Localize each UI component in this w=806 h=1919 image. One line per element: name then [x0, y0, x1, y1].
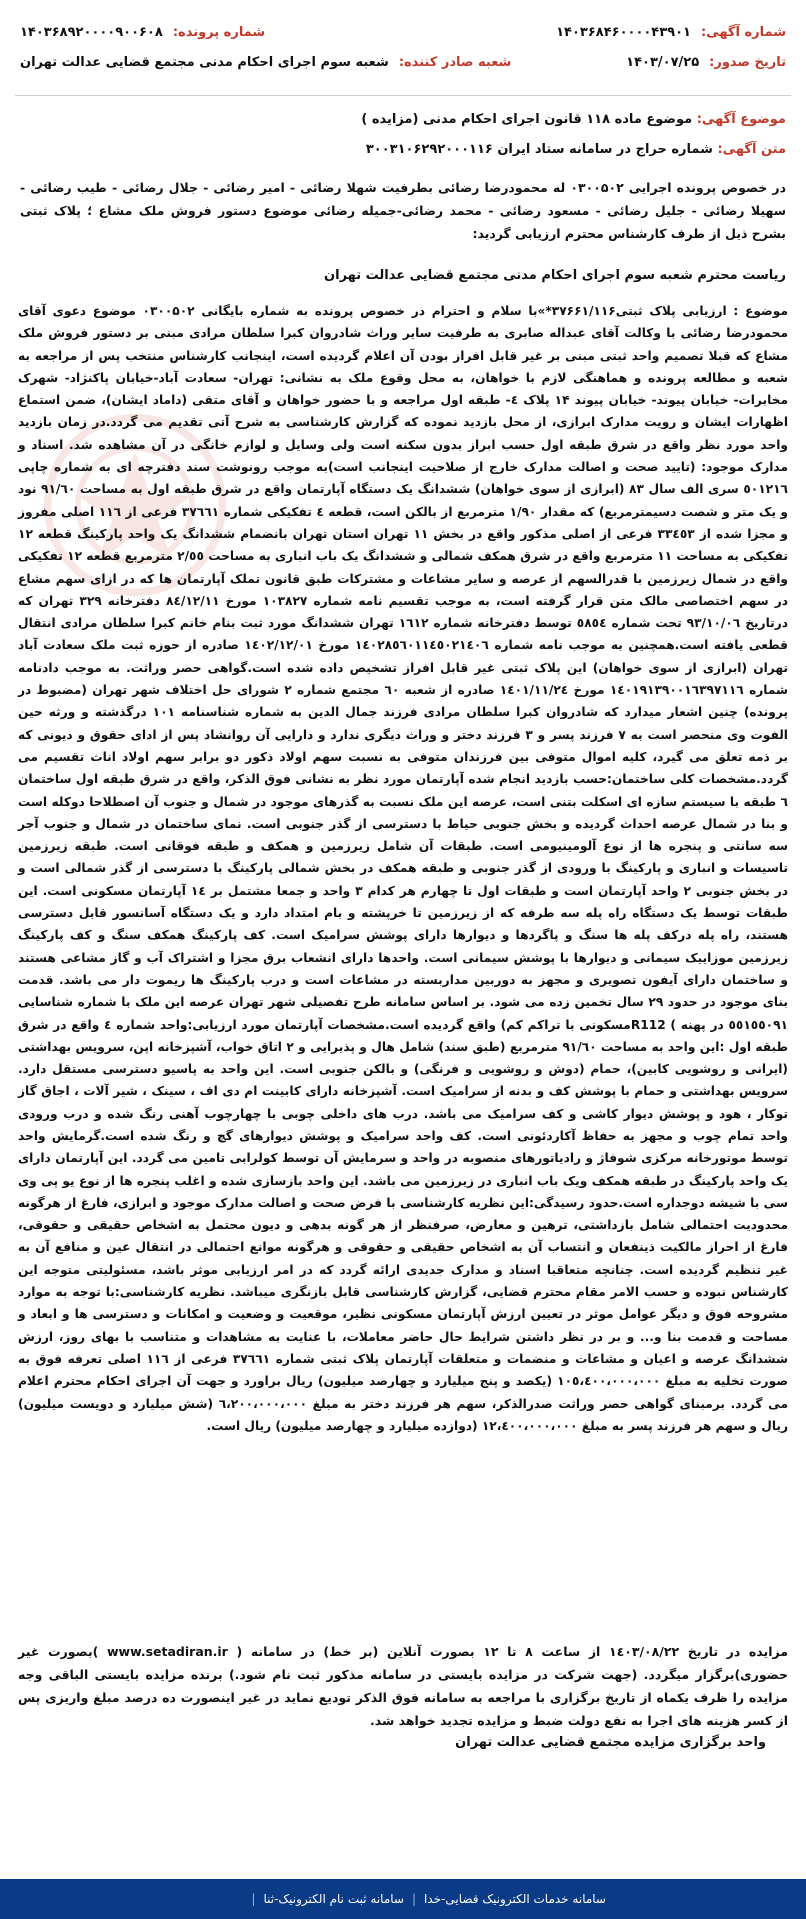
issuer-label: شعبه صادر کننده: — [398, 55, 512, 70]
issue-date-value: ۱۴۰۳/۰۷/۲۵ — [626, 55, 700, 70]
subject-label: موضوع آگهی: — [696, 112, 786, 127]
text-label: متن آگهی: — [717, 142, 786, 157]
text-title-value: شماره حراج در سامانه ستاد ایران ۳۰۰۳۱۰۶۲۹۲۰۰۰۱۱۶ — [365, 142, 713, 157]
notice-body: موضوع : ارزیابی پلاک ثبتی۳۷۶۶۱/۱۱۶*»با سلام و احترام در خصوص پرونده به شماره بایگانی ۰۳۰۰۵۰۲ موضوع دعوی آقای محمودرضا رضائی با وکالت آقای عبداله صابری به طرفیت سایر وراث شادروان کبرا سلطان مرادی مبنی بر دستور فروش ملک مشاع که قبلا تصمیم واحد ثبتی مبنی بر غیر قابل افراز بودن آن اعلام گردیده است، اینجانب کارشناس منتخب پس از مراجعه به شعبه و مطالعه پرونده و هماهنگی لازم با خواهان، به محل وقوع ملک به نشانی: تهران- سعادت آباد-خیابان پاکنژاد- شهرک مخابرات- خیابان پیوند- خیابان پیوند ۱۴ پلاک ٤- طبقه اول مراجعه و با حضور خواهان و آقای متقی (داماد ایشان)، ضمن استماع اظهارات ایشان و رویت مدارک ابرازی، از محل بازدید نموده که گزارش کارشناسی به شرح آتی تقدیم می گردد.در زمان بازدید واحد مورد نظر واقع در شرق طبقه اول حسب ابراز بدون سکنه است ولی وسایل و لوازم خانگی در آن مشاهده شد. اسناد و مدارک موجود: (تایید صحت و اصالت مدارک خارج از صلاحیت اینجانب است)به موجب رونوشت سند دفترچه ای به شماره چاپی ٥٠١٢١٦ سری الف سال ۸۳ (ابرازی از سوی خواهان) ششدانگ یک دستگاه آپارتمان واقع در شرق طبقه اول به مساحت ۹۱/٦۰ نود و یک متر و شصت دسیمترمربع) که مقدار ۱/۹۰ مترمربع از بالکن است، قطعه ٤ تفکیکی شماره ۳۷٦٦۱ فرعی از ۱۱٦ اصلی مفروز و مجزا شده از ۳۳٤٥۳ فرعی از اصلی مذکور واقع در بخش ۱۱ تهران استان تهران بانضمام ششدانگ یک واحد پارکینگ قطعه ۱۲ تفکیکی به مساحت ۱۱ مترمربع واقع در شرق همکف شمالی و ششدانگ یک باب انباری به مساحت ۲/٥٥ مترمربع قطعه ۱۲ تفکیکی واقع در شمال زیرزمین با قدرالسهم از عرصه و سایر مشاعات و مشترکات طبق قانون تملک آپارتمان ها که در ازای سهم مشاع در سهم اختصاصی مالک متن قرار گرفته است، به موجب تقسیم نامه شماره ۱۰۳۸۲۷ مورخ ۸٤/۱۲/۱۱ دفترخانه ۳۲۹ تهران که درتاریخ ۹۳/۱۰/۰٦ تحت شماره ٥٨٥٤ توسط دفترخانه شماره ۱٦۱۲ تهران ششدانگ مورد ثبت بنام خانم کبرا سلطان مرادی انتقال قطعی یافته است.همچنین به موجب نامه شماره ۱٤۰۲۸٥٦۰۱۱٤٥۰۲۱٤۰٦ مورخ ۱٤۰۲/۱۲/۰۱ صادره از حوزه ثبت ملک سعادت آباد تهران (ابرازی از سوی خواهان) این پلاک ثبتی غیر قابل افراز تشخیص داده شده است.گواهی حصر وراثت. به موجب دادنامه شماره ۱٤۰۱۹۱۳۹۰۰۱٦۳۹۷۱۱٦ مورخ ۱٤۰۱/۱۱/۲٤ صادره از شعبه ٦۰ مجتمع شماره ۲ شورای حل اختلاف شهر تهران (مضبوط در پرونده) چنین اشعار میدارد که شادروان کبرا سلطان مرادی فرزند جمال الدین به شماره شناسنامه ۱۰۱ درگذشته و ورثه حین الفوت وی منحصر است به ۷ فرزند پسر و ۳ فرزند دختر و وراث دیگری ندارد و دارایی آن روانشاد پس از ادای حقوق و دیونی که بر ذمه تعلق می گیرد، کلیه اموال متوفی بین فرزندان متوفی به نسبت سهم اولاد ذکور دو برابر سهم اولاد اناث تقسیم می گردد.مشخصات کلی ساختمان:حسب بازدید انجام شده آپارتمان مورد نظر به نشانی فوق الذکر، واقع در شرق طبقه اول ساختمان ٦ طبقه با سیستم سازه ای اسکلت بتنی است، عرصه این ملک نسبت به گذرهای موجود در شمال و جنوب آن اصطلاحا دوکله است و بنا در شمال عرصه احداث گردیده و بخش جنوبی حیاط با دسترسی از گذر جنوبی است. نمای ساختمان در شمال و جنوب آجر سه سانتی و پنجره ها از نوع آلومینیومی است. طبقات آن شامل زیرزمین و همکف و طبقه فوقانی است. طبقه زیرزمین تاسیسات و انباری و پارکینگ با ورودی از گذر جنوبی و طبقه همکف در بخش شمالی پارکینگ با دسترسی از گذر شمالی است و در بخش جنوبی ۲ واحد آپارتمان است و طبقات اول تا چهارم هر کدام ۳ واحد و جمعا مشتمل بر ۱٤ آپارتمان مسکونی است. این طبقات توسط یک دستگاه راه پله سه طرفه که از زیرزمین تا خرپشته و بام امتداد دارد و یک دستگاه آسانسور قابل دسترسی هستند، راه پله درکف پله ها سنگ و پاگردها و دیوارها دارای پوشش سرامیک است. کف پارکینگ همکف سنگ و کف پارکینگ زیرزمین موزاییک سیمانی و دیوارها با پوشش سیمانی است. واحدها دارای انشعاب برق مجزا و اشتراک آب و گاز مشاعی هستند و ساختمان دارای آیفون تصویری و مجهز به دوربین مداربسته در مشاعات است و درب پارکینگ ها ریموت دار می باشد. قدمت بنای موجود در حدود ۲۹ سال تخمین زده می شود. بر اساس سامانه طرح تفصیلی شهر تهران عرصه این ملک با شماره شناسایی ٥٥١٥٥٠۹۱ در پهنه ) R112مسکونی با تراکم کم) واقع گردیده است.مشخصات آپارتمان مورد ارزیابی:واحد شماره ٤ واقع در شرق طبقه اول :این واحد به مساحت ۹۱/٦۰ مترمربع (طبق سند) شامل هال و پذیرایی و ۲ اتاق خواب، آشپزخانه اپن، سرویس بهداشتی (ایرانی و روشویی کابین)، حمام (دوش و روشویی و فرنگی) و بالکن جنوبی است. این واحد به پاسیو دسترسی مستقل دارد. سرویس بهداشتی و حمام با پوشش کف و بدنه از سرامیک است. آشپزخانه دارای کابینت ام دی اف ، سینک ، شیر آلات ، اجاق گاز توکار ، هود و پوشش دیوار کاشی و کف سرامیک می باشد. درب های داخلی چوبی با چهارچوب آهنی رنگ شده و درب ورودی واحد تمام چوب و مجهز به حفاظ آکاردئونی است. کف واحد سرامیک و پوشش دیوارهای گچ و رنگ شده است.گرمایش واحد توسط موتورخانه مرکزی شوفاژ و رادیاتورهای منصوبه در واحد و سرمایش آن توسط کولرابی تامین می گردد. این آپارتمان دارای یک واحد پارکینگ در طبقه همکف ویک باب انباری در زیرزمین می باشد. این واحد بازسازی شده و اغلب پنجره ها از نوع یو پی وی سی با شیشه دوجداره است.حدود رسیدگی:این نظریه کارشناسی با فرض صحت و اصالت مدارک موجود و ابرازی، فارغ از هرگونه محدودیت احتمالی شامل بازداشتی، ترهین و معارض، صرفنظر از هر گونه بدهی و دیون محتمل به اشخاص حقیقی و حقوقی، فارغ از احراز مالکیت ذینفعان و انتساب آن به اشخاص حقیقی و حقوقی و هرگونه موانع احتمالی در انتقال عین و منافع آن به غیر تنظیم گردیده است. چنانچه متعاقبا اسناد و مدارک جدیدی ارائه گردد که در امر ارزیابی موثر باشد، مسئولیتی متوجه این کارشناس نبوده و حسب الامر مقام محترم قضایی، گزارش کارشناسی قابل بازنگری میباشد. نظریه کارشناسی:با توجه به موارد مشروحه فوق و دیگر عوامل موثر در تعیین ارزش آپارتمان مسکونی نظیر، موقعیت و وضعیت و امکانات و دسترسی ها و ابعاد و مساحت و قدمت بنا و... و بر در نظر داشتن شرایط حال حاضر معاملات، با عنایت به مشاهدات و متناسب با بهای روز، ارزش ششدانگ عرصه و اعیان و مشاعات و منضمات و متعلقات آپارتمان پلاک ثبتی شماره ۳۷٦٦۱ فرعی از ۱۱٦ اصلی تعرفه فوق به صورت تخلیه به مبلغ ۱۰٥،٤۰۰،۰۰۰،۰۰۰ (یکصد و پنج میلیارد و چهارصد میلیون) ریال براورد و جهت آن اجرای احکام محترم اعلام می گردد. برمبنای گواهی حصر وراثت صدرالذکر، سهم هر فرزند دختر به مبلغ ٦،۲۰۰،۰۰۰،۰۰۰ (شش میلیارد و دویست میلیون) ریال و سهم هر فرزند پسر به مبلغ ۱۲،٤۰۰،۰۰۰،۰۰۰ (دوازده میلیارد و چهارصد میلیون) ریال است. — [18, 304, 789, 1433]
ad-number — [556, 18, 786, 48]
case-number-value: ۱۴۰۳۶۸۹۲۰۰۰۰۹۰۰۶۰۸ — [20, 25, 163, 40]
addressee: ریاست محترم شعبه سوم اجرای احکام مدنی مجتمع قضایی عدالت تهران — [324, 268, 786, 283]
footer-separator-icon: | — [411, 1892, 416, 1906]
case-number-label: شماره پرونده: — [172, 25, 266, 40]
notice-header — [20, 18, 786, 88]
subject-value: موضوع ماده ۱۱۸ قانون اجرای احکام مدنی (مزایده ) — [361, 112, 693, 127]
case-number — [20, 18, 265, 48]
issuer — [20, 48, 511, 78]
ad-number-value: ۱۴۰۳۶۸۴۶۰۰۰۰۴۳۹۰۱ — [556, 25, 691, 40]
issuer-value: شعبه سوم اجرای احکام مدنی مجتمع قضایی عدالت تهران — [20, 55, 389, 70]
issue-date — [626, 48, 786, 78]
notice-intro: در خصوص پرونده اجرایی ۰۳۰۰۵۰۲ له محمودرضا رضائی بطرفیت شهلا رضائی - امیر رضائی - جلال رضائی - طیب رضائی - سهیلا رضائی - جلیل رضائی - مسعود رضائی - محمد رضائی-جمیله رضائی موضوع دستور فروش ملک مشاع ؛ پلاک ثبتی بشرح ذیل از طرف کارشناس محترم ارزیابی گردید: — [20, 180, 786, 241]
ad-number-label: شماره آگهی: — [700, 25, 786, 40]
auction-details: مزایده در تاریخ ۱٤۰۳/۰۸/۲۲ از ساعت ۸ تا ۱۲ بصورت آنلاین (بر خط) در سامانه ( www.setadiran.ir )بصورت غیر حضوری)برگزار میگردد. (جهت شرکت در مزایده بایستی در سامانه مذکور ثبت نام شود.) برنده مزایده بایستی الباقی وجه مزایده را ظرف یکماه از تاریخ برگزاری با مراجعه به سامانه فوق الذکر تودیع نماید در غیر اینصورت ده درصد مبلغ واریزی پس از کسر هزینه های اجرا به نفع دولت ضبط و مزایده تجدید خواهد شد. — [18, 1644, 788, 1728]
footer-link-sana[interactable]: سامانه ثبت نام الکترونیک-ثنا — [263, 1892, 404, 1906]
footer-bar — [0, 1879, 806, 1919]
footer-link-adliran[interactable]: سامانه خدمات الکترونیک قضایی-خدا — [424, 1892, 606, 1906]
header-divider — [15, 95, 791, 96]
issue-date-label: تاریخ صدور: — [709, 55, 786, 70]
footer-separator-icon: | — [251, 1892, 256, 1906]
notice-subject — [20, 112, 786, 127]
notice-text-title — [20, 142, 786, 157]
signature: واحد برگزاری مزایده مجتمع قضایی عدالت تهران — [455, 1735, 766, 1750]
